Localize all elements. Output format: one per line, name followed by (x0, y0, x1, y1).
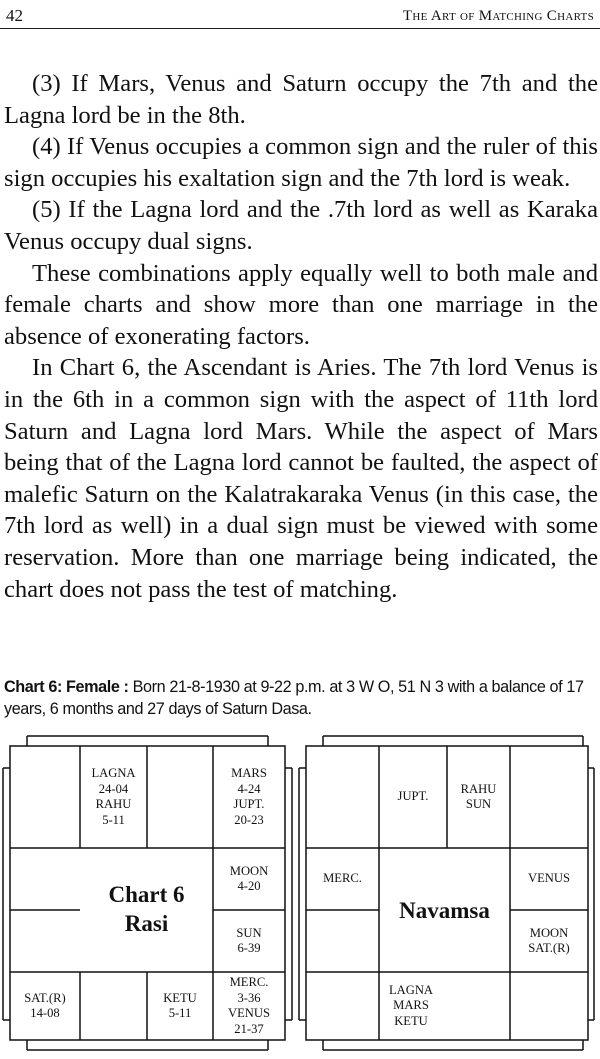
page-number: 42 (6, 6, 23, 25)
running-title: The Art of Matching Charts (402, 8, 594, 24)
navamsa-house-right-3: MOON SAT.(R) (528, 925, 570, 955)
charts-figure (0, 730, 600, 1059)
navamsa-house-bottom-2: LAGNA MARS KETU (388, 982, 434, 1028)
paragraph-chart6: In Chart 6, the Ascendant is Aries. The 7th lord Venus is in the 6th in a common sign with the aspect of 11th lord Saturn and Lagna lord Mars. While the aspect of Mars being that of the Lagna lord cannot be faulted, the aspect of malefic Saturn on the Kalatrakaraka Venus (in this case, the 7th lord as well) in a dual sign must be viewed with some reservation. More than one marriage being indicated, the chart does not pass the test of matching. (4, 354, 598, 603)
rasi-house-bottom-4: MERC. 3-36 VENUS 21-37 (228, 975, 270, 1036)
rasi-house-right-3: SUN 6-39 (236, 925, 262, 955)
paragraph-4: (4) If Venus occupies a common sign and the ruler of this sign occupies his exaltation sign and the 7th lord is weak. (4, 133, 598, 192)
rasi-house-top-4: MARS 4-24 JUPT. 20-23 (231, 766, 267, 827)
rasi-house-bottom-3: KETU 5-11 (163, 990, 197, 1020)
navamsa-house-left-2: MERC. (323, 871, 362, 886)
rasi-chart-title: Chart 6 Rasi (108, 882, 185, 936)
rasi-house-bottom-1: SAT.(R) 14-08 (24, 990, 66, 1020)
paragraph-5: (5) If the Lagna lord and the .7th lord as well as Karaka Venus occupy dual signs. (4, 196, 598, 255)
body-text (4, 68, 598, 605)
navamsa-chart-title: Navamsa (399, 898, 490, 923)
navamsa-house-right-2: VENUS (528, 871, 570, 886)
paragraph-3: (3) If Mars, Venus and Saturn occupy the 7th and the Lagna lord be in the 8th. (4, 70, 598, 129)
chart-caption (4, 676, 598, 720)
caption-label: Chart 6: Female : (4, 678, 129, 696)
caption-text: Born 21-8-1930 at 9-22 p.m. at 3 W O, 51 N 3 with a balance of 17 years, 6 months and 27 days of Saturn Dasa. (4, 678, 584, 718)
paragraph-combinations: These combinations apply equally well to both male and female charts and show more than one marriage in the absence of exonerating factors. (4, 259, 598, 350)
rasi-house-top-2: LAGNA 24-04 RAHU 5-11 (91, 766, 136, 827)
rasi-house-right-2: MOON 4-20 (229, 863, 269, 893)
page-header (0, 6, 600, 29)
navamsa-house-top-4: RAHU SUN (460, 781, 497, 811)
navamsa-house-top-3: JUPT. (397, 789, 429, 804)
